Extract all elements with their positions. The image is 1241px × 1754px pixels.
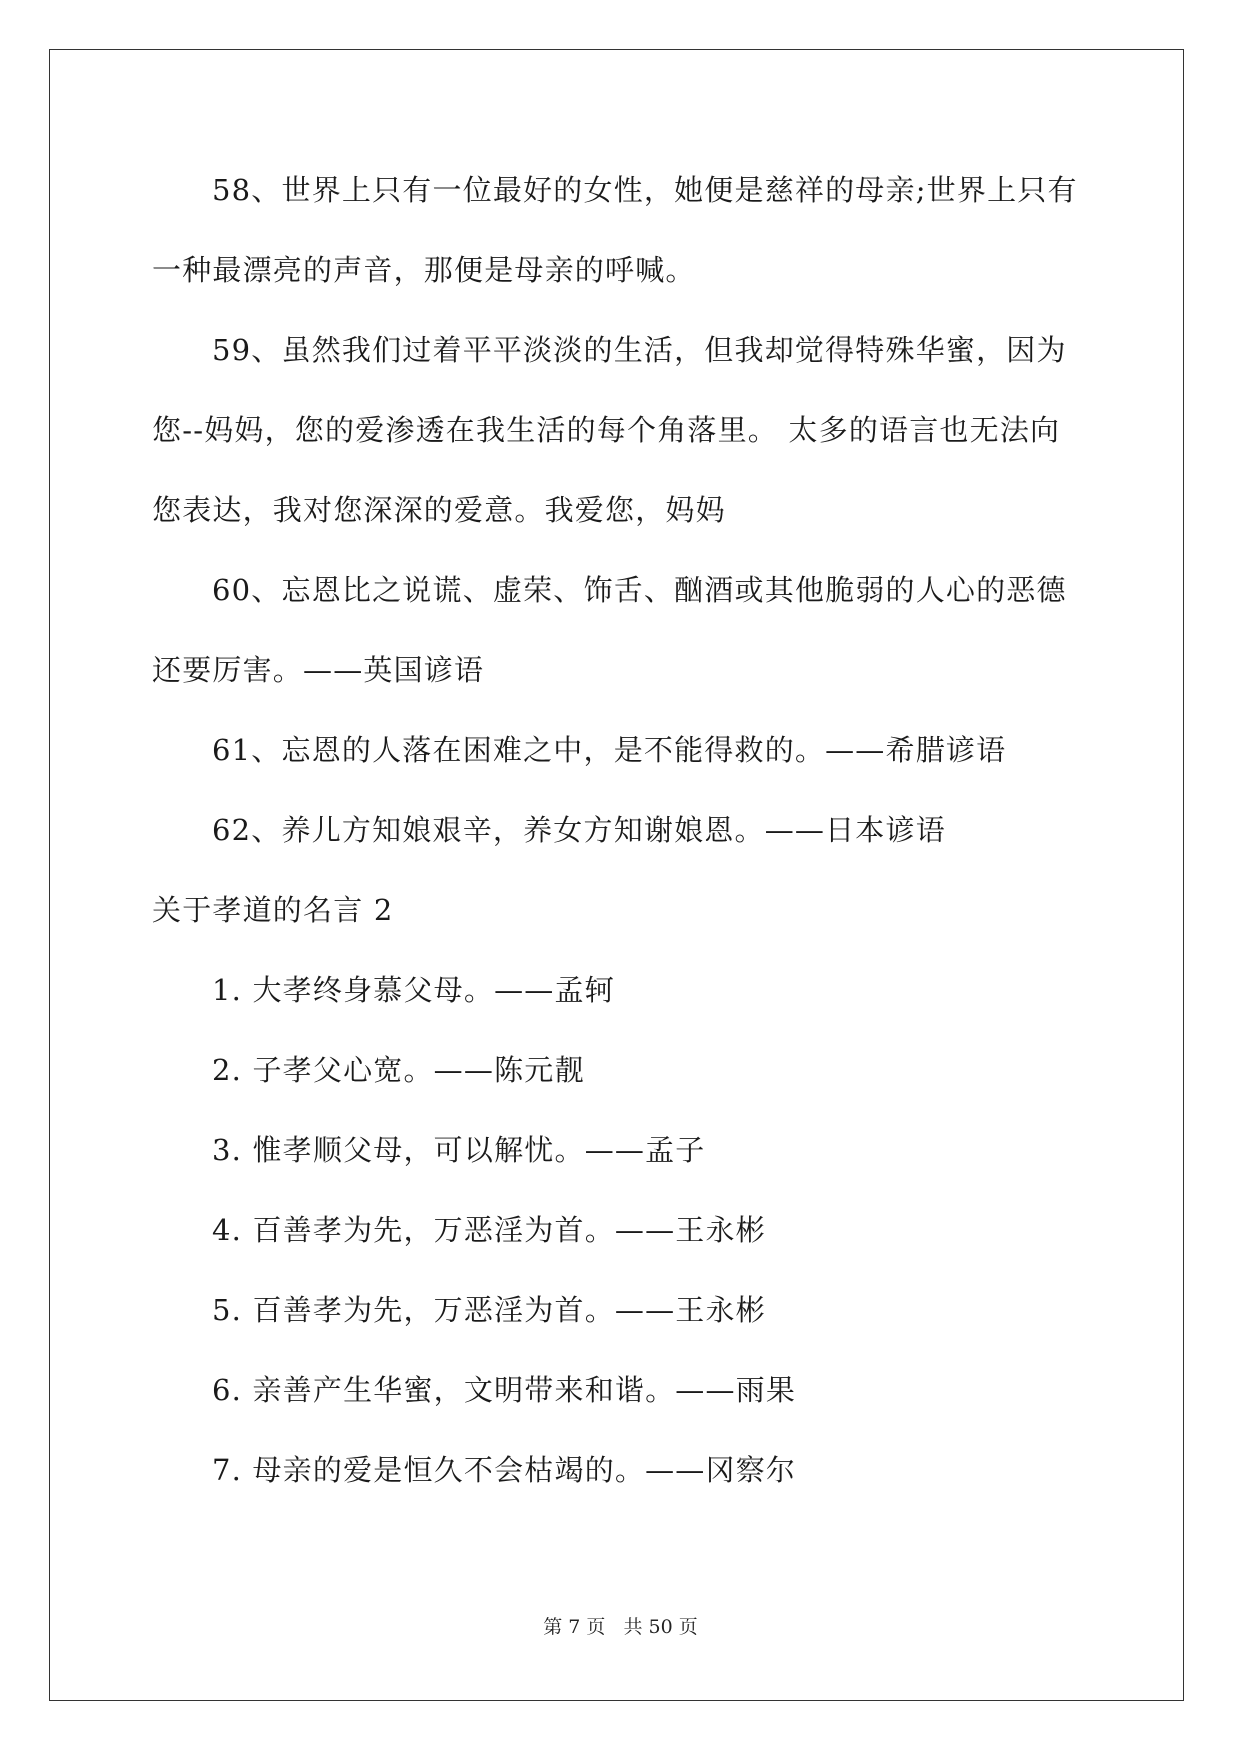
- paragraph-59-line-3: 您表达，我对您深深的爱意。我爱您，妈妈: [152, 493, 726, 527]
- quote-item: 4. 百善孝为先，万恶淫为首。——王永彬: [212, 1213, 766, 1247]
- quote-item: 1. 大孝终身慕父母。——孟轲: [212, 973, 615, 1007]
- quote-item: 2. 子孝父心宽。——陈元靓: [212, 1053, 585, 1087]
- quote-item: 6. 亲善产生华蜜，文明带来和谐。——雨果: [212, 1373, 797, 1407]
- section-heading: 关于孝道的名言 2: [152, 893, 394, 927]
- total-pages: 共 50 页: [623, 1616, 698, 1638]
- paragraph-62-line-1: 62、养儿方知娘艰辛，养女方知谢娘恩。——日本谚语: [212, 813, 946, 847]
- paragraph-58-line-2: 一种最漂亮的声音，那便是母亲的呼喊。: [152, 253, 696, 287]
- current-page-number: 第 7 页: [543, 1616, 606, 1638]
- page-footer: [0, 1612, 1241, 1639]
- quote-item: 7. 母亲的爱是恒久不会枯竭的。——冈察尔: [212, 1453, 797, 1487]
- paragraph-59-line-2: 您--妈妈，您的爱渗透在我生活的每个角落里。 太多的语言也无法向: [152, 413, 1061, 447]
- paragraph-60-line-2: 还要厉害。——英国谚语: [152, 653, 485, 687]
- paragraph-60-line-1: 60、忘恩比之说谎、虚荣、饰舌、酗酒或其他脆弱的人心的恶德: [212, 573, 1067, 607]
- quote-item: 5. 百善孝为先，万恶淫为首。——王永彬: [212, 1293, 766, 1327]
- paragraph-58-line-1: 58、世界上只有一位最好的女性，她便是慈祥的母亲;世界上只有: [212, 173, 1078, 207]
- paragraph-61-line-1: 61、忘恩的人落在困难之中，是不能得救的。——希腊谚语: [212, 733, 1007, 767]
- quote-item: 3. 惟孝顺父母，可以解忧。——孟子: [212, 1133, 706, 1167]
- paragraph-59-line-1: 59、虽然我们过着平平淡淡的生活，但我却觉得特殊华蜜，因为: [212, 333, 1067, 367]
